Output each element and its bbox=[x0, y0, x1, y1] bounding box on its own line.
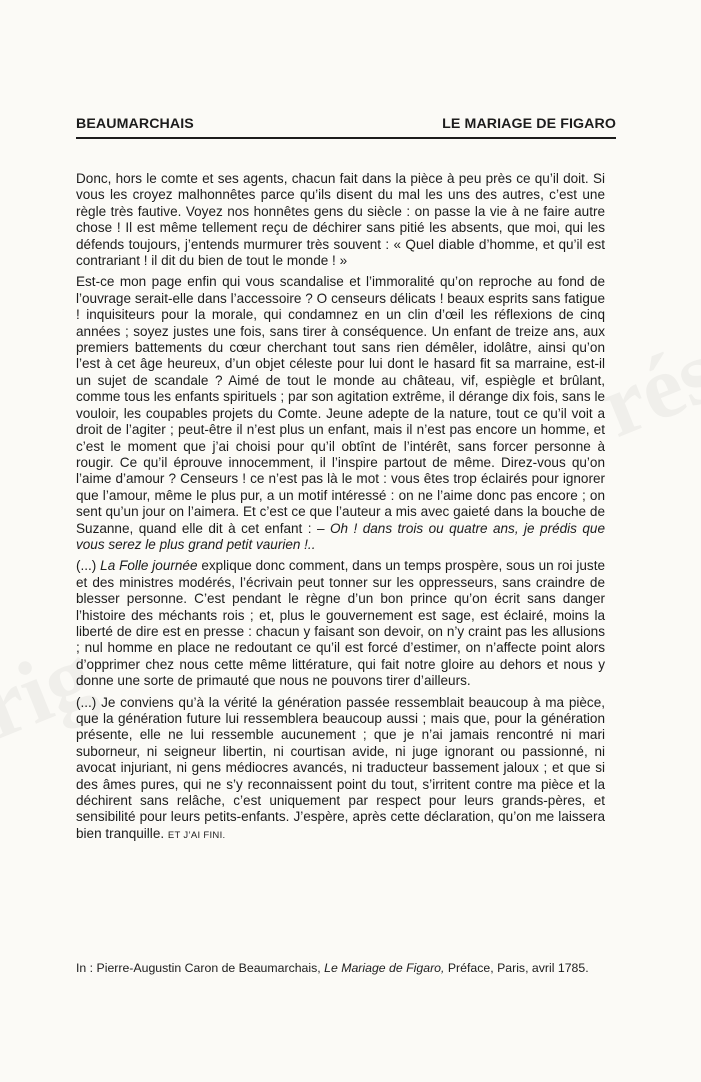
source-citation bbox=[76, 961, 605, 976]
paragraph-2 bbox=[76, 274, 605, 553]
citation-suffix: Préface, Paris, avril 1785. bbox=[444, 961, 589, 975]
text-body bbox=[76, 171, 605, 849]
paragraph-3-text: explique donc comment, dans un temps prospère, sous un roi juste et des ministres modérés, l’écrivain peut tonner sur les oppresseurs, sans craindre de blesser personne. C’est pendant le règne d’un bon prince qu’on écrit sans danger l’histoire des méchants rois ; et, plus le gouvernement est sage, est éclairé, moins la liberté de dire est en presse : chacun y faisant son devoir, on n’y craint pas les allusions ; nul homme en place ne redoutant ce qu’il est forcé d’estimer, on n’affecte point alors d’opprimer chez nous cette même littérature, qui fait notre gloire au dehors et nous y donne une sorte de primauté que nous ne pouvons tirer d’ailleurs. bbox=[76, 558, 605, 689]
header-title: LE MARIAGE DE FIGARO bbox=[442, 116, 616, 132]
citation-work: Le Mariage de Figaro, bbox=[324, 961, 445, 975]
header-author: BEAUMARCHAIS bbox=[76, 116, 194, 132]
page-header bbox=[76, 116, 616, 132]
play-title-italic: La Folle journée bbox=[100, 558, 198, 574]
paragraph-2-text: Est-ce mon page enfin qui vous scandalise et l’immoralité qu’on reproche au fond de l’ouvrage serait-elle dans l’accessoire ? O censeurs délicats ! beaux esprits sans fatigue ! inquisiteurs pour la morale, qui condamnez en un clin d’œil les réflexions de cinq années ; soyez justes une fois, sans tirer à conséquence. Un enfant de treize ans, aux premiers battements du cœur cherchant tout sans rien démêler, idolâtre, ainsi qu’on l’est à cet âge heureux, d’un objet céleste pour lui dont le hasard fit sa marraine, est-il un sujet de scandale ? Aimé de tout le monde au château, vif, espiègle et brûlant, comme tous les enfants spirituels ; par son agitation extrême, il dérange dix fois, sans le vouloir, les coupables projets du Comte. Jeune adepte de la nature, tout ce qu’il voit a droit de l’agiter ; peut-être il n’est plus un enfant, mais il n’est pas encore un homme, et c’est le moment que j’ai choisi pour qu’il obtînt de l’intérêt, sans forcer personne à rougir. Ce qu’il éprouve innocemment, il l’inspire partout de même. Direz-vous qu’on l’aime d’amour ? Censeurs ! ce n’est pas là le mot : vous êtes trop éclairés pour ignorer que l’amour, même le plus pur, a un motif intéressé : on ne l’aime donc pas encore ; on sent qu’un jour on l’aimera. Et c’est ce que l’auteur a mis avec gaieté dans la bouche de Suzanne, quand elle dit à cet enfant : – bbox=[76, 274, 605, 536]
paragraph-1: Donc, hors le comte et ses agents, chacun fait dans la pièce à peu près ce qu’il doit. Si vous les croyez malhonnêtes parce qu’ils disent du mal les uns des autres, c’est une règle très fautive. Voyez nos honnêtes gens du siècle : on passe la vie à ne faire autre chose ! Il est même tellement reçu de déchirer sans pitié les absents, que moi, qui les défends toujours, j’entends murmurer très souvent : « Quel diable d’homme, et qu’il est contrariant ! il dit du bien de tout le monde ! » bbox=[76, 171, 605, 269]
paragraph-3-ellipsis: (...) bbox=[76, 558, 101, 574]
paragraph-3 bbox=[76, 558, 605, 689]
header-rule bbox=[76, 137, 616, 139]
closing-phrase: ET J’AI FINI. bbox=[167, 829, 226, 841]
citation-prefix: In : Pierre-Augustin Caron de Beaumarchais, bbox=[76, 961, 325, 975]
paragraph-4-text: (...) Je conviens qu’à la vérité la génération passée ressemblait beaucoup à ma pièce, que la génération future lui ressemblera beaucoup aussi ; mais que, pour la génération présente, elle ne lui ressemble aucunement ; que je n’ai jamais rencontré ni mari suborneur, ni seigneur libertin, ni courtisan avide, ni juge ignorant ou passionné, ni avocat injuriant, ni gens médiocres avancés, ni traducteur bassement jaloux ; et que si des âmes pures, qui ne s’y reconnaissent point du tout, s’irritent contre ma pièce et la déchirent sans relâche, c’est uniquement par respect pour leurs grands-pères, et sensibilité pour leurs petits-enfants. J’espère, après cette déclaration, qu’on me laissera bien tranquille. bbox=[76, 694, 605, 841]
suzanne-quote: Oh ! dans trois ou quatre ans, je prédis que vous serez le plus grand petit vaurien !.. bbox=[76, 520, 605, 552]
paragraph-4 bbox=[76, 695, 605, 845]
